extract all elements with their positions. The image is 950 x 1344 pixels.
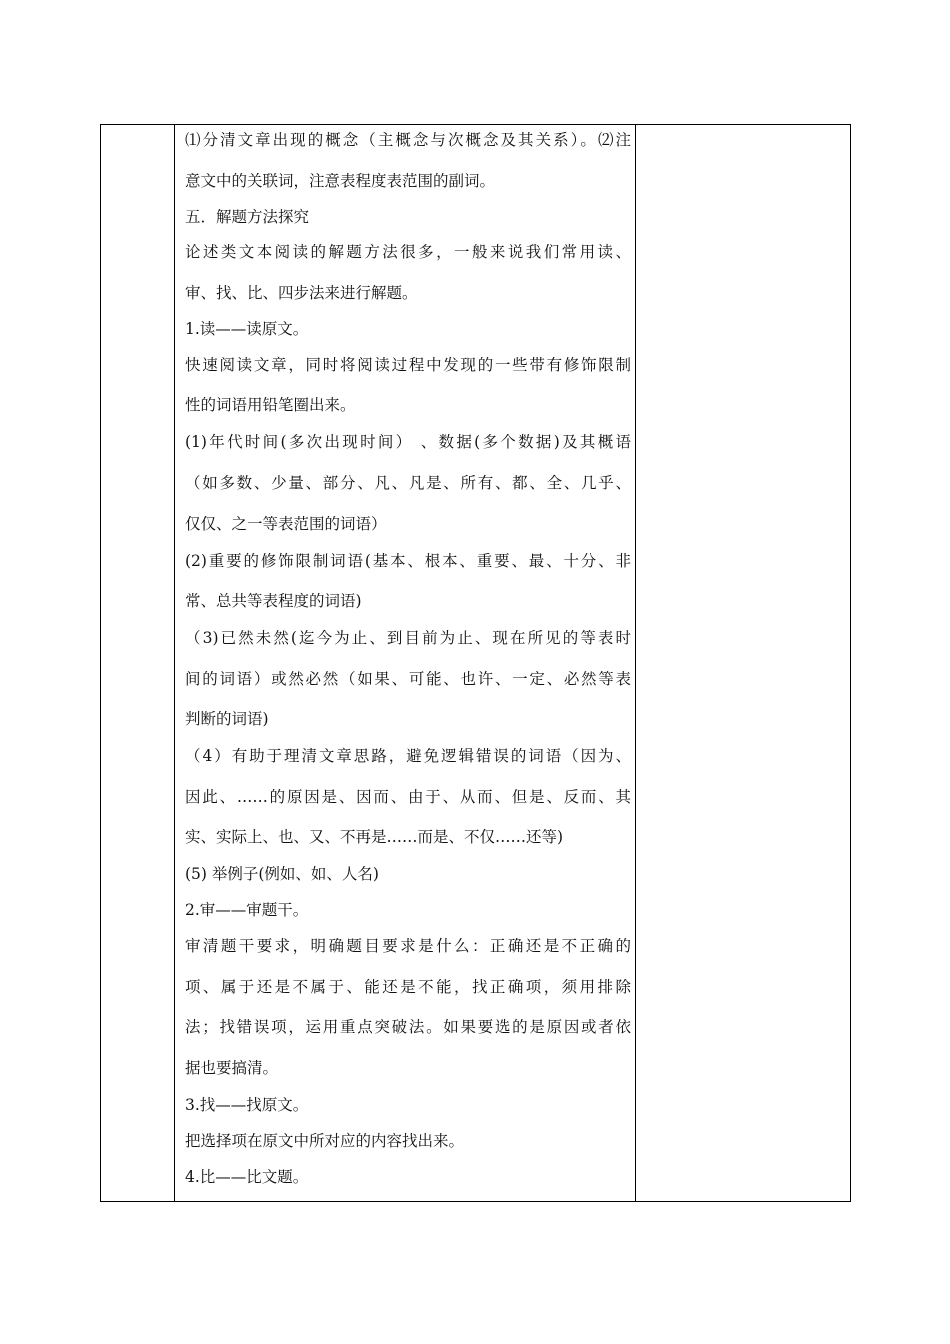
text-line: ⑴分清文章出现的概念（主概念与次概念及其关系）。⑵注 [185, 131, 631, 149]
section-heading: 五．解题方法探究 [185, 208, 310, 226]
text-line: （3)已然未然(迄今为止、到目前为止、现在所见的等表时 [185, 629, 631, 647]
text-line: 法；找错误项，运用重点突破法。如果要选的是原因或者依 [185, 1018, 631, 1036]
text-line: 仅仅、之一等表范围的词语） [185, 515, 387, 533]
step-heading: 2.审——审题干。 [185, 901, 309, 919]
text-line: （4）有助于理清文章思路，避免逻辑错误的词语（因为、 [185, 747, 631, 765]
right-column-divider [635, 125, 636, 1201]
text-line: 论述类文本阅读的解题方法很多，一般来说我们常用读、 [185, 243, 631, 261]
step-heading: 1.读——读原文。 [185, 320, 309, 338]
content-table [100, 124, 851, 1202]
text-line: 实、实际上、也、又、不再是……而是、不仅……还等) [185, 828, 564, 846]
text-line: 快速阅读文章，同时将阅读过程中发现的一些带有修饰限制 [185, 356, 631, 374]
text-line: (5) 举例子(例如、如、人名) [185, 865, 379, 883]
text-line: (2)重要的修饰限制词语(基本、根本、重要、最、十分、非 [185, 552, 631, 570]
text-line: 项、属于还是不属于、能还是不能，找正确项，须用排除 [185, 978, 631, 996]
text-line: 间的词语）或然必然（如果、可能、也许、一定、必然等表 [185, 670, 631, 688]
text-line: （如多数、少量、部分、凡、凡是、所有、都、全、几乎、 [185, 474, 631, 492]
text-line: 审清题干要求，明确题目要求是什么：正确还是不正确的 [185, 937, 631, 955]
step-heading: 4.比——比文题。 [185, 1168, 309, 1186]
text-line: 把选择项在原文中所对应的内容找出来。 [185, 1132, 465, 1150]
text-line: 判断的词语) [185, 710, 269, 728]
main-content-cell [185, 125, 631, 1201]
text-line: 常、总共等表程度的词语) [185, 592, 362, 610]
text-line: (1)年代时间(多次出现时间） 、数据(多个数据)及其概语 [185, 433, 631, 451]
text-line: 据也要搞清。 [185, 1059, 279, 1077]
text-line: 因此、……的原因是、因而、由于、从而、但是、反而、其 [185, 788, 631, 806]
left-column-divider [174, 125, 175, 1201]
step-heading: 3.找——找原文。 [185, 1096, 309, 1114]
text-line: 意文中的关联词，注意表程度表范围的副词。 [185, 172, 496, 190]
text-line: 性的词语用铅笔圈出来。 [185, 396, 356, 414]
text-line: 审、找、比、四步法来进行解题。 [185, 284, 418, 302]
